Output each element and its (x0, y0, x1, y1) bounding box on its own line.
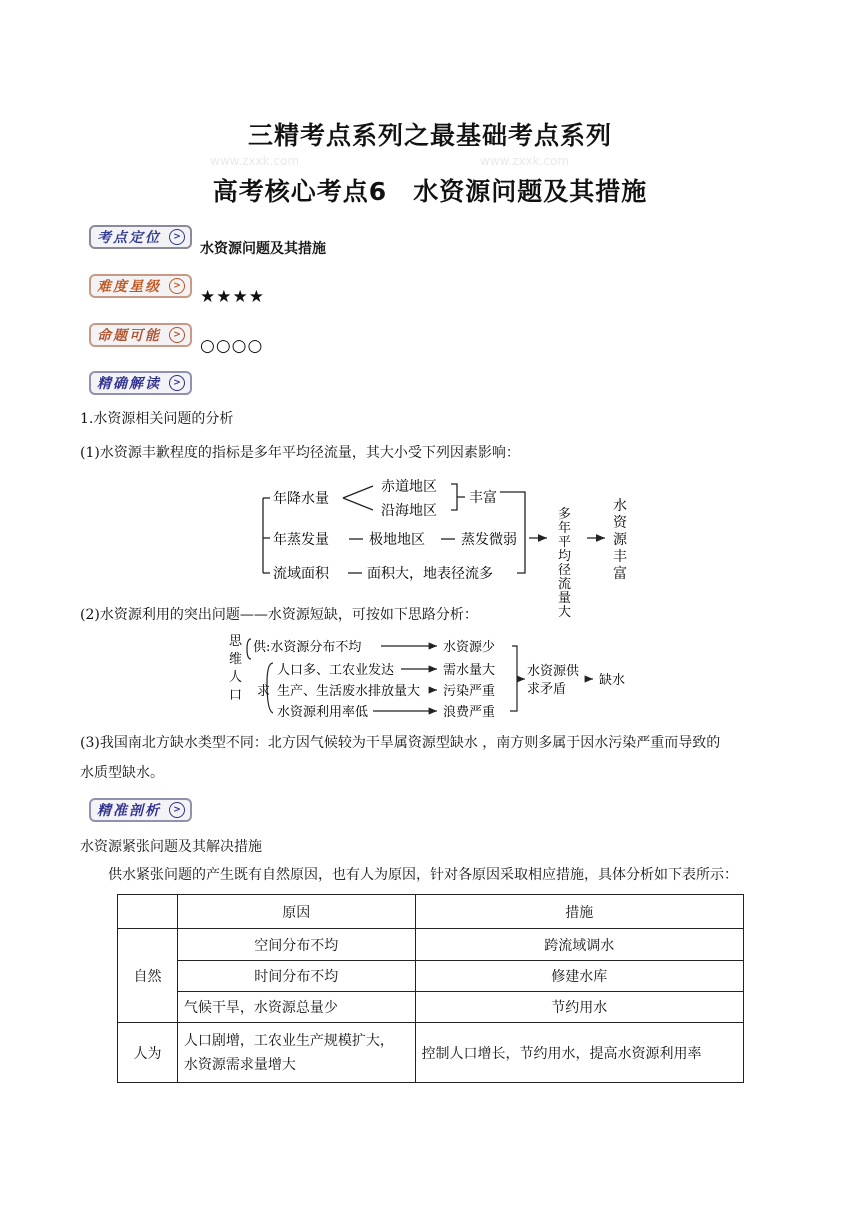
thinking-char: 人 (229, 670, 243, 685)
measure-cell: 节约用水 (415, 992, 743, 1023)
paragraph: 供水紧张问题的产生既有自然原因，也有人为原因，针对各原因采取相应措施，具体分析如下表所示： (108, 867, 738, 883)
human-label: 人为 (118, 1023, 178, 1083)
badge-label: 命题可能 (97, 328, 161, 344)
shortage-label: 缺水 (599, 673, 626, 688)
badge-analysis (89, 798, 192, 822)
measures-table (117, 894, 744, 1083)
conflict-label: 求矛盾 (527, 682, 567, 697)
pollution-label: 污染严重 (443, 684, 496, 699)
badge-label: 精准剖析 (97, 803, 161, 819)
thinking-char: 思 (229, 634, 243, 649)
measure-cell: 修建水库 (415, 961, 743, 992)
demand-big-label: 需水量大 (443, 663, 496, 678)
paragraph: 水质型缺水。 (80, 765, 164, 781)
runoff-factors-diagram (255, 478, 645, 620)
basin-label: 流域面积 (273, 566, 329, 582)
badge-position (89, 225, 192, 249)
arrow-circle-icon: > (169, 327, 185, 343)
equator-label: 赤道地区 (381, 479, 437, 495)
measure-cell: 控制人口增长，节约用水，提高水资源利用率 (415, 1023, 743, 1083)
reason-cell: 空间分布不均 (177, 929, 415, 961)
difficulty-stars: ★★★★ (200, 287, 265, 307)
result-char: 源 (613, 532, 627, 548)
waste-label: 浪费严重 (443, 705, 496, 720)
paragraph: (1)水资源丰歉程度的指标是多年平均径流量，其大小受下列因素影响： (80, 445, 520, 461)
badge-label: 考点定位 (97, 230, 161, 246)
probability-circles: ○○○○ (200, 336, 264, 356)
watermark: www.zxxk.com (480, 154, 570, 168)
table-header: 措施 (415, 895, 743, 929)
natural-label: 自然 (118, 929, 178, 1023)
evap-label: 年蒸发量 (273, 532, 329, 548)
page-subtitle: 高考核心考点6 水资源问题及其措施 (212, 177, 648, 206)
coastal-label: 沿海地区 (381, 503, 437, 519)
polar-label: 极地地区 (369, 532, 425, 548)
runoff-char: 大 (558, 605, 572, 620)
section-heading: 1.水资源相关问题的分析 (80, 411, 234, 427)
supply-label: 供:水资源分布不均 (253, 640, 362, 655)
rain-label: 年降水量 (273, 491, 329, 507)
arrow-circle-icon: > (169, 229, 185, 245)
arrow-circle-icon: > (169, 802, 185, 818)
weak-label: 蒸发微弱 (461, 532, 517, 548)
reason-cell (177, 1023, 415, 1083)
thinking-char: 维 (229, 652, 243, 667)
badge-difficulty (89, 274, 192, 298)
reason-cell: 时间分布不均 (177, 961, 415, 992)
section-heading: 水资源紧张问题及其解决措施 (80, 839, 262, 855)
reason-line: 人口剧增，工农业生产规模扩大， (183, 1032, 394, 1049)
low-rate-label: 水资源利用率低 (277, 705, 369, 720)
less-label: 水资源少 (443, 640, 496, 655)
result-char: 丰 (613, 549, 627, 565)
badge-label: 精确解读 (97, 376, 161, 392)
runoff-char: 径 (558, 563, 572, 578)
demand-label: 求 (257, 684, 271, 699)
position-value: 水资源问题及其措施 (200, 241, 326, 257)
large-label: 面积大，地表径流多 (367, 566, 493, 582)
badge-label: 难度星级 (97, 279, 161, 295)
runoff-char: 流 (558, 577, 572, 592)
result-char: 富 (613, 566, 627, 582)
badge-interpretation (89, 371, 192, 395)
measure-cell: 跨流域调水 (415, 929, 743, 961)
thinking-column (229, 634, 243, 703)
table-header (118, 895, 178, 929)
badge-probability (89, 323, 192, 347)
result-char: 资 (613, 515, 627, 531)
runoff-char: 量 (558, 591, 572, 606)
table-header: 原因 (177, 895, 415, 929)
arrow-circle-icon: > (169, 278, 185, 294)
page-title: 三精考点系列之最基础考点系列 (247, 121, 612, 150)
runoff-char: 均 (558, 549, 572, 564)
runoff-column (558, 507, 571, 620)
runoff-char: 年 (558, 521, 572, 536)
runoff-char: 平 (558, 535, 572, 550)
paragraph: (2)水资源利用的突出问题——水资源短缺，可按如下思路分析： (80, 607, 478, 623)
waste-water-label: 生产、生活废水排放量大 (277, 684, 421, 699)
rich-label: 丰富 (469, 490, 497, 506)
paragraph: (3)我国南北方缺水类型不同：北方因气候较为干旱属资源型缺水 ，南方则多属于因水污染严重而导致的 (80, 735, 721, 751)
conflict-label: 水资源供 (527, 664, 580, 679)
reason-line: 水资源需求量增大 (183, 1056, 296, 1073)
runoff-char: 多 (558, 507, 572, 522)
result-char: 水 (613, 498, 627, 514)
result-column (613, 497, 628, 582)
arrow-circle-icon: > (169, 375, 185, 391)
thinking-char: 口 (229, 688, 243, 703)
shortage-analysis-diagram (225, 633, 645, 721)
watermark: www.zxxk.com (210, 154, 300, 168)
pop-label: 人口多、工农业发达 (277, 663, 395, 678)
reason-cell: 气候干旱，水资源总量少 (177, 992, 415, 1023)
